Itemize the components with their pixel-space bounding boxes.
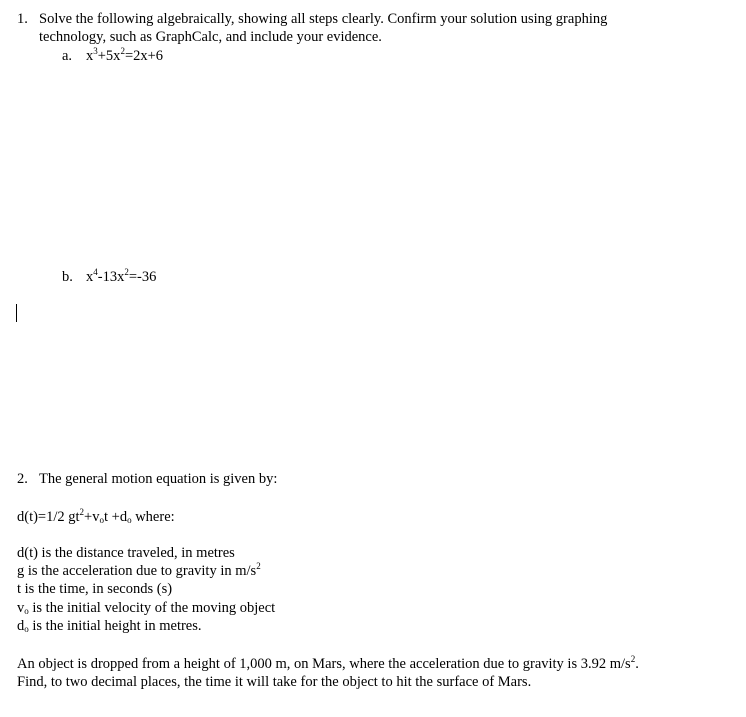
q1-instruction-line1: Solve the following algebraically, showing all steps clearly. Confirm your solution using graphing bbox=[39, 11, 608, 27]
q1b-equation: $x^4-13x^2=-36$ bbox=[86, 267, 157, 285]
q1b-marker: b. bbox=[62, 269, 73, 285]
q2-intro: The general motion equation is given by: bbox=[39, 471, 278, 487]
q2-number: 2. bbox=[17, 471, 28, 487]
q2-def-velocity: $v_o$ is the initial velocity of the moving object bbox=[17, 600, 276, 616]
q2-def-distance: d(t) is the distance traveled, in metres bbox=[17, 545, 235, 561]
q2-def-height: $d_o$ is the initial height in metres. bbox=[17, 618, 202, 634]
q1-instruction-line2: technology, such as GraphCalc, and include your evidence. bbox=[39, 29, 382, 45]
q2-problem-line1: An object is dropped from a height of 1,000 m, on Mars, where the acceleration due to gravity is 3.92 $m/s^2$. bbox=[17, 654, 639, 672]
text-cursor[interactable] bbox=[16, 304, 17, 322]
q2-problem-line2: Find, to two decimal places, the time it will take for the object to hit the surface of Mars. bbox=[17, 674, 532, 690]
q2-def-gravity: g is the acceleration due to gravity in $m/s^2$ bbox=[17, 561, 261, 579]
q1a-marker: a. bbox=[62, 48, 73, 64]
q2-motion-equation: d(t)=1/2 $gt^2+v_ot +d_o$ where: bbox=[17, 507, 175, 525]
q1a-equation: $x^3+5x^2=2x+6$ bbox=[86, 46, 164, 64]
q1-number: 1. bbox=[17, 11, 28, 27]
q2-def-time: t is the time, in seconds (s) bbox=[17, 581, 173, 597]
